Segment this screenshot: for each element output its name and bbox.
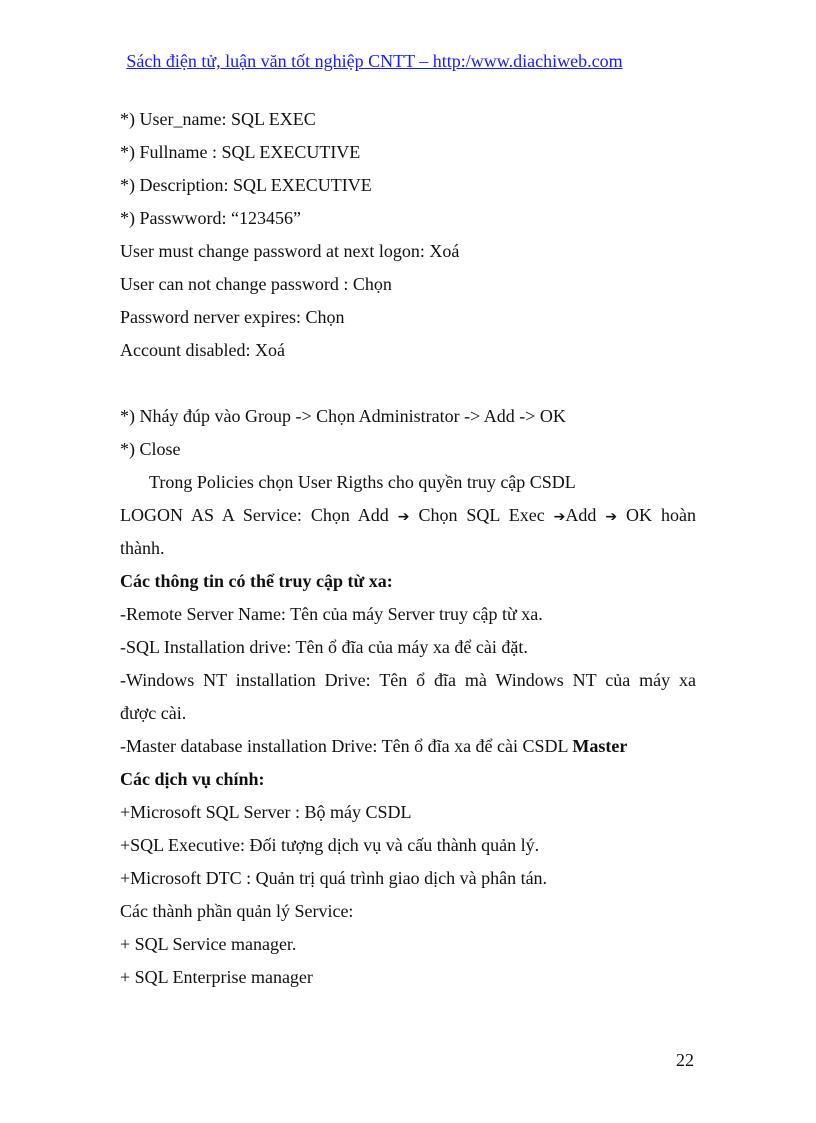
logon-service-end-line: thành. [120, 538, 165, 558]
service-manager-line: + SQL Service manager. [120, 934, 297, 954]
blank-line [120, 369, 696, 402]
description-line: *) Description: SQL EXECUTIVE [120, 175, 372, 195]
arrow-right-icon: ➔ [605, 509, 618, 525]
sql-server-service-line: +Microsoft SQL Server : Bộ máy CSDL [120, 802, 412, 822]
sql-executive-service-line: +SQL Executive: Đối tượng dịch vụ và cấu thành quản lý. [120, 835, 540, 855]
dtc-service-line: +Microsoft DTC : Quản trị quá trình giao dịch và phân tán. [120, 868, 548, 888]
sql-installation-drive-line: -SQL Installation drive: Tên ổ đĩa của máy xa để cài đặt. [120, 637, 528, 657]
logon-text-2: Chọn SQL Exec [409, 505, 554, 525]
page-content [120, 105, 696, 996]
logon-text-3: Add [565, 505, 606, 525]
header-link[interactable]: Sách điện tử, luận văn tốt nghiệp CNTT – http:/www.diachiweb.com [126, 51, 623, 71]
master-database-text: -Master database installation Drive: Tên ổ đĩa xa để cài CSDL [120, 736, 573, 756]
account-disabled-line: Account disabled: Xoá [120, 340, 285, 360]
fullname-line: *) Fullname : SQL EXECUTIVE [120, 142, 361, 162]
arrow-right-icon: ➔ [397, 509, 410, 525]
password-never-expires-line: Password nerver expires: Chọn [120, 307, 345, 327]
master-bold-text: Master [572, 736, 628, 756]
password-line: *) Passwword: “123456” [120, 208, 301, 228]
nt-installation-drive-end-line: được cài. [120, 703, 187, 723]
username-line: *) User_name: SQL EXEC [120, 109, 316, 129]
logon-text-1: LOGON AS A Service: Chọn Add [120, 505, 398, 525]
close-line: *) Close [120, 439, 181, 459]
must-change-password-line: User must change password at next logon: Xoá [120, 241, 460, 261]
logon-text-4: OK hoàn [617, 505, 696, 525]
logon-service-line [120, 501, 696, 534]
enterprise-manager-line: + SQL Enterprise manager [120, 967, 313, 987]
arrow-right-icon: ➔ [553, 509, 566, 525]
cannot-change-password-line: User can not change password : Chọn [120, 274, 392, 294]
policies-line: Trong Policies chọn User Rigths cho quyền truy cập CSDL [149, 472, 576, 492]
page-number: 22 [676, 1050, 694, 1070]
remote-server-name-line: -Remote Server Name: Tên của máy Server truy cập từ xa. [120, 604, 543, 624]
remote-info-heading: Các thông tin có thể truy cập từ xa: [120, 571, 393, 591]
services-heading: Các dịch vụ chính: [120, 769, 265, 789]
components-heading-line: Các thành phần quản lý Service: [120, 901, 354, 921]
master-database-drive-line [120, 732, 696, 765]
nt-installation-drive-line: -Windows NT installation Drive: Tên ổ đĩa mà Windows NT của máy xa [120, 670, 696, 690]
add-group-line: *) Nháy đúp vào Group -> Chọn Administrator -> Add -> OK [120, 406, 566, 426]
